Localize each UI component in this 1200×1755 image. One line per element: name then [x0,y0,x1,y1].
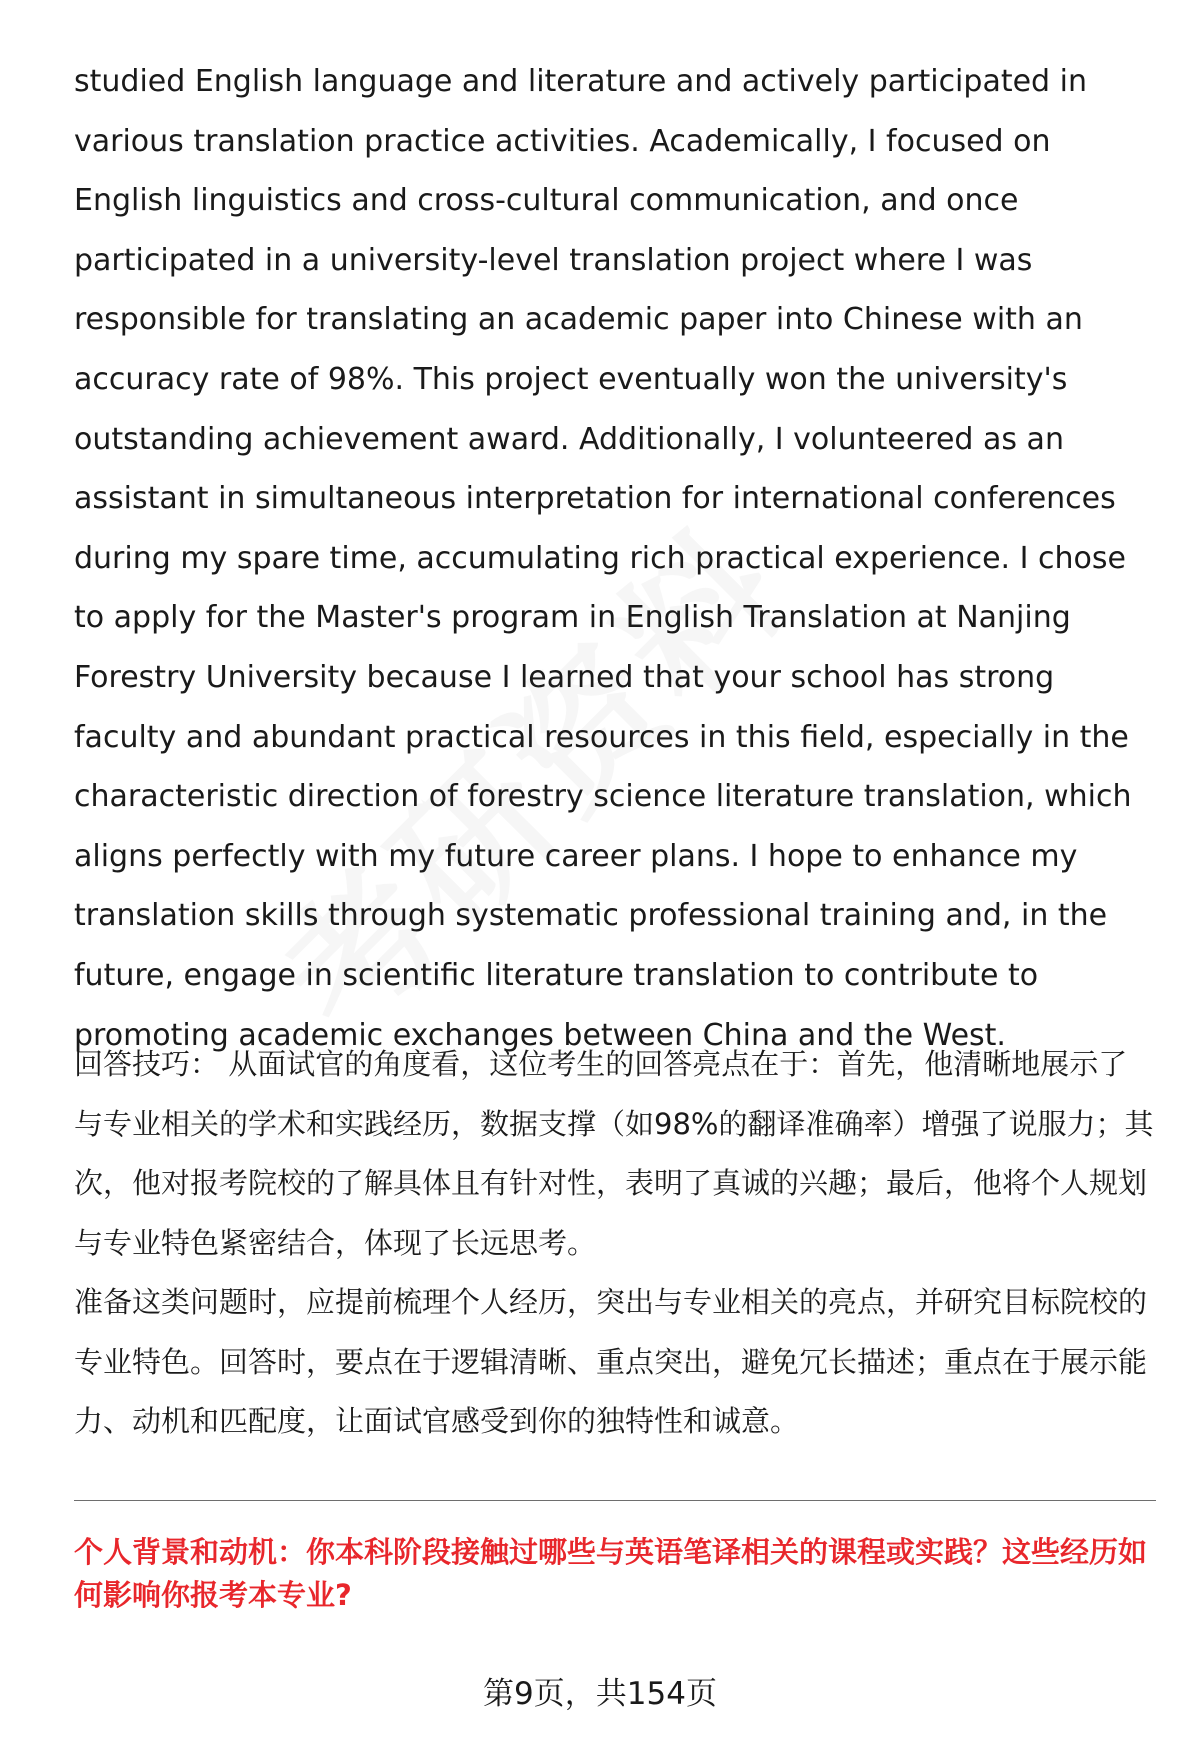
page-number: 第9页，共154页 [483,1676,717,1712]
answer-tips-section [74,1035,1154,1452]
section-divider [74,1500,1156,1501]
tips-paragraph-2: 准备这类问题时，应提前梳理个人经历，突出与专业相关的亮点，并研究目标院校的专业特色。回答时，要点在于逻辑清晰、重点突出，避免冗长描述；重点在于展示能力、动机和匹配度，让面试官感受到你的独特性和诚意。 [74,1285,1148,1438]
tips-paragraph-1: 回答技巧： 从面试官的角度看，这位考生的回答亮点在于：首先，他清晰地展示了与专业相关的学术和实践经历，数据支撑（如98%的翻译准确率）增强了说服力；其次，他对报考院校的了解具体且有针对性，表明了真诚的兴趣；最后，他将个人规划与专业特色紧密结合，体现了长远思考。 [74,1047,1154,1260]
question-heading: 个人背景和动机：你本科阶段接触过哪些与英语笔译相关的课程或实践？这些经历如何影响你报考本专业? [74,1535,1148,1612]
answer-paragraph: studied English language and literature and actively participated in various translation practice activities. Academically, I focused on English linguistics and cross-cultural communication, and once participated in a university-level translation project where I was responsible for translating an academic paper into Chinese with an accuracy rate of 98%. This project eventually won the university's outstanding achievement award. Additionally, I volunteered as an assistant in simultaneous interpretation for international conferences during my spare time, accumulating rich practical experience. I chose to apply for the Master's program in English Translation at Nanjing Forestry University because I learned that your school has strong faculty and abundant practical resources in this field, especially in the characteristic direction of forestry science literature translation, which aligns perfectly with my future career plans. I hope to enhance my translation skills through systematic professional training and, in the future, engage in scientific literature translation to contribute to promoting academic exchanges between China and the West. [74,64,1132,1053]
